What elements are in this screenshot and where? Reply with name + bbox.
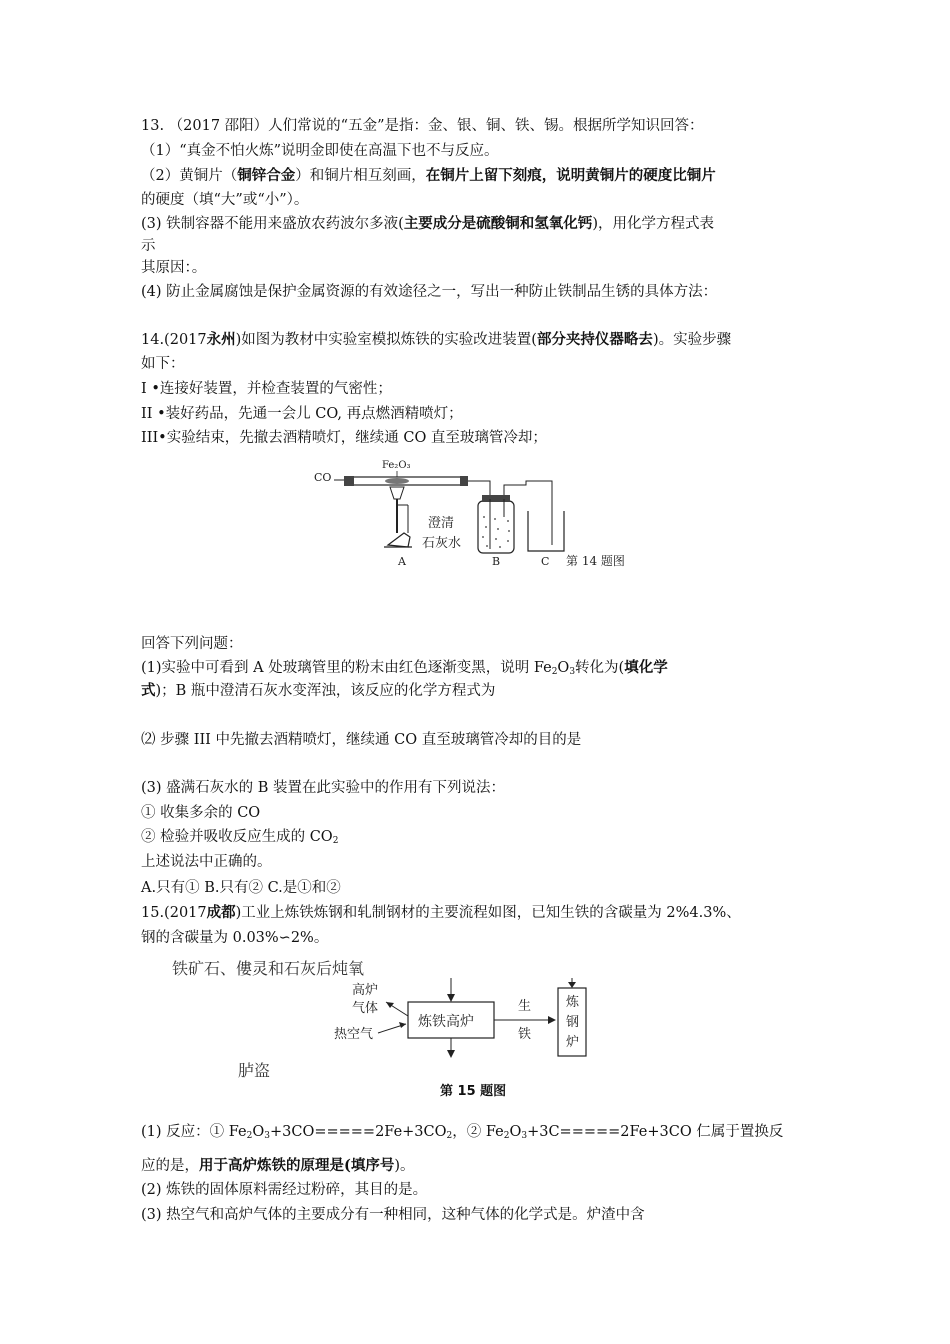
q15-bold: 填序号: [350, 1158, 395, 1174]
q14-text: )；B 瓶中澄清石灰水变浑浊，该反应的化学方程式为: [155, 683, 496, 699]
q13-text: ）和铜片相互刻画，: [295, 168, 426, 184]
q14-text: O: [557, 660, 570, 676]
limewater-label-2: 石灰水: [422, 536, 462, 551]
q15-text: +3C=====2Fe+3CO 仁属于置换反: [527, 1124, 784, 1140]
q13-line-3: [141, 166, 716, 186]
subscript: 3: [569, 667, 576, 677]
q14-bold: 永州: [206, 332, 236, 348]
label-a: A: [398, 555, 406, 568]
label-b: B: [492, 555, 501, 568]
q14-text: 转化为(: [575, 660, 625, 676]
q14-apparatus-figure: [312, 455, 652, 573]
q15-text: 15.(2017: [141, 905, 207, 921]
q14-step-3: III•实验结束，先撤去酒精喷灯，继续通 CO 直至玻璃管冷却；: [141, 430, 547, 446]
q14-text: ② 检验并吸收反应生成的 CO: [141, 829, 333, 845]
subscript: 3: [264, 1131, 270, 1141]
q14-answer-intro: 回答下列问题：: [141, 636, 243, 652]
q13-line-2: （1）“真金不怕火炼”说明金即使在高温下也不与反应。: [141, 143, 499, 159]
q15-text: 用于高炉炼铁的原理是(: [199, 1157, 351, 1174]
gas-label-2: 气体: [352, 1001, 379, 1016]
q14-step-1: I •连接好装置，并检查装置的气密性；: [141, 381, 392, 397]
q14-option-1: ① 收集多余的 CO: [141, 805, 261, 821]
bottle-b: [478, 501, 514, 553]
q15-text: O: [252, 1124, 265, 1140]
subscript: 2: [332, 836, 339, 846]
q13-text: (3) 铁制容器不能用来盛放农药波尔多液(: [141, 216, 404, 232]
q14-bold: 式: [141, 683, 156, 699]
ocr-garbled-text: 胪盗: [238, 1061, 271, 1080]
q13-text: )，用化学方程式表: [592, 216, 714, 232]
q13-text: 在铜片上留下刻痕，说明黄铜片的硬度比铜片: [425, 167, 716, 184]
steel-furnace-label-3: 炉: [566, 1035, 580, 1050]
q15-text: ，② Fe: [452, 1124, 504, 1140]
q13-line-5: [141, 214, 714, 234]
pig-iron-label-2: 铁: [518, 1027, 532, 1042]
subscript: 2: [246, 1131, 253, 1141]
q13-line-4: 的硬度（填“大”或“小”）。: [141, 192, 309, 208]
gas-label-1: 高炉: [352, 983, 379, 998]
q13-text: （2）黄铜片（: [141, 168, 238, 184]
q13-line-6: 示: [141, 238, 156, 254]
q15-line-r4: [141, 1205, 645, 1225]
q14-choices: A.只有① B.只有② C.是①和②: [141, 880, 341, 896]
limewater-dots: [482, 516, 510, 548]
q14-answer-1: [141, 658, 668, 682]
limewater-label-1: 澄清: [428, 516, 455, 531]
q15-text: )。: [394, 1158, 415, 1174]
q14-answer-1b: [141, 681, 495, 701]
steel-furnace-label-2: 钢: [566, 1015, 580, 1030]
label-c: C: [541, 555, 550, 568]
q14-bold: 填化学: [624, 660, 668, 676]
q15-line-2: 钢的含碳量为 0.03%∽2%。: [141, 930, 329, 946]
fe2o3-label: Fe₂O₃: [382, 460, 411, 471]
q13-line-8: (4) 防止金属腐蚀是保护金属资源的有效途径之一，写出一种防止铁制品生锈的具体方法：: [141, 284, 718, 300]
q14-option-2: [141, 827, 338, 851]
alcohol-blast-lamp: [388, 533, 410, 547]
q15-reaction-line: [141, 1122, 783, 1146]
q13-line-1: 13. （2017 邵阳）人们常说的“五金”是指：金、银、铜、铁、锡。根据所学知识回答：: [141, 118, 704, 134]
q14-text: (1)实验中可看到 A 处玻璃管里的粉末由红色逐渐变黑，说明 Fe: [141, 660, 552, 676]
hot-air-label: 热空气: [334, 1027, 374, 1042]
figure-15-caption: 第 15 题图: [440, 1084, 507, 1099]
q14-answer-3: (3) 盛满石灰水的 B 装置在此实验中的作用有下列说法：: [141, 780, 506, 796]
q15-flow-figure: [328, 978, 613, 1060]
q15-line-r2: [141, 1156, 415, 1176]
flame-cover: [390, 487, 404, 499]
q14-line-2: 如下：: [141, 356, 185, 372]
powder: [385, 478, 409, 484]
q13-bold: 主要成分是硫酸铜和氢氧化钙: [403, 216, 593, 232]
q14-line-1: [141, 330, 731, 350]
q15-text: (3) 热空气和高炉气体的主要成分有一种相同，: [141, 1207, 442, 1223]
q14-step-2: II •装好药品，先通一会儿 CO, 再点燃酒精喷灯；: [141, 406, 463, 422]
pig-iron-label-1: 生: [518, 999, 532, 1014]
figure-14-caption: 第 14 题图: [566, 554, 625, 568]
q14-text: )如图为教材中实验室模拟炼铁的实验改进装置(: [235, 332, 537, 348]
q13-bold: 铜锌合金: [237, 168, 296, 184]
q14-text: )。实验步骤: [652, 332, 732, 348]
q15-text: 其目的是。: [354, 1182, 428, 1198]
q15-text: +3CO=====2Fe+3CO: [269, 1124, 447, 1140]
q15-line-1: [141, 903, 741, 923]
q14-answer-2: ⑵ 步骤 III 中先撤去酒精喷灯，继续通 CO 直至玻璃管冷却的目的是: [141, 732, 582, 748]
co-label: CO: [314, 471, 332, 484]
q14-statement: 上述说法中正确的。: [141, 854, 272, 870]
q15-text: 这种气体的化学式是。炉渣中含: [441, 1207, 645, 1223]
stopper: [344, 476, 354, 486]
stopper: [460, 476, 468, 486]
q14-text: 14.(2017: [141, 332, 207, 348]
subscript: 2: [446, 1131, 453, 1141]
q15-line-r3: [141, 1180, 427, 1200]
subscript: 2: [503, 1131, 510, 1141]
ocr-garbled-text: 铁矿石、僂灵和石灰后炖氧: [172, 959, 365, 978]
q15-text: )工业上炼铁炼钢和轧制钢材的主要流程如图，已知生铁的含碳量为 2%4.3%、: [235, 905, 741, 921]
q15-text: (1) 反应：① Fe: [141, 1124, 247, 1140]
q14-bold: 部分夹持仪器略去: [536, 332, 653, 348]
q15-text: (2) 炼铁的固体原料需经过粉碎，: [141, 1182, 355, 1198]
q15-bold: 成都: [206, 905, 236, 921]
subscript: 2: [551, 667, 558, 677]
beaker-c: [528, 511, 564, 551]
subscript: 3: [521, 1131, 528, 1141]
q13-line-7: 其原因：。: [141, 260, 207, 276]
q15-text: 应的是，: [141, 1158, 199, 1174]
blast-furnace-label: 炼铁高炉: [418, 1014, 474, 1030]
q15-text: O: [509, 1124, 522, 1140]
steel-furnace-label-1: 炼: [566, 995, 580, 1010]
